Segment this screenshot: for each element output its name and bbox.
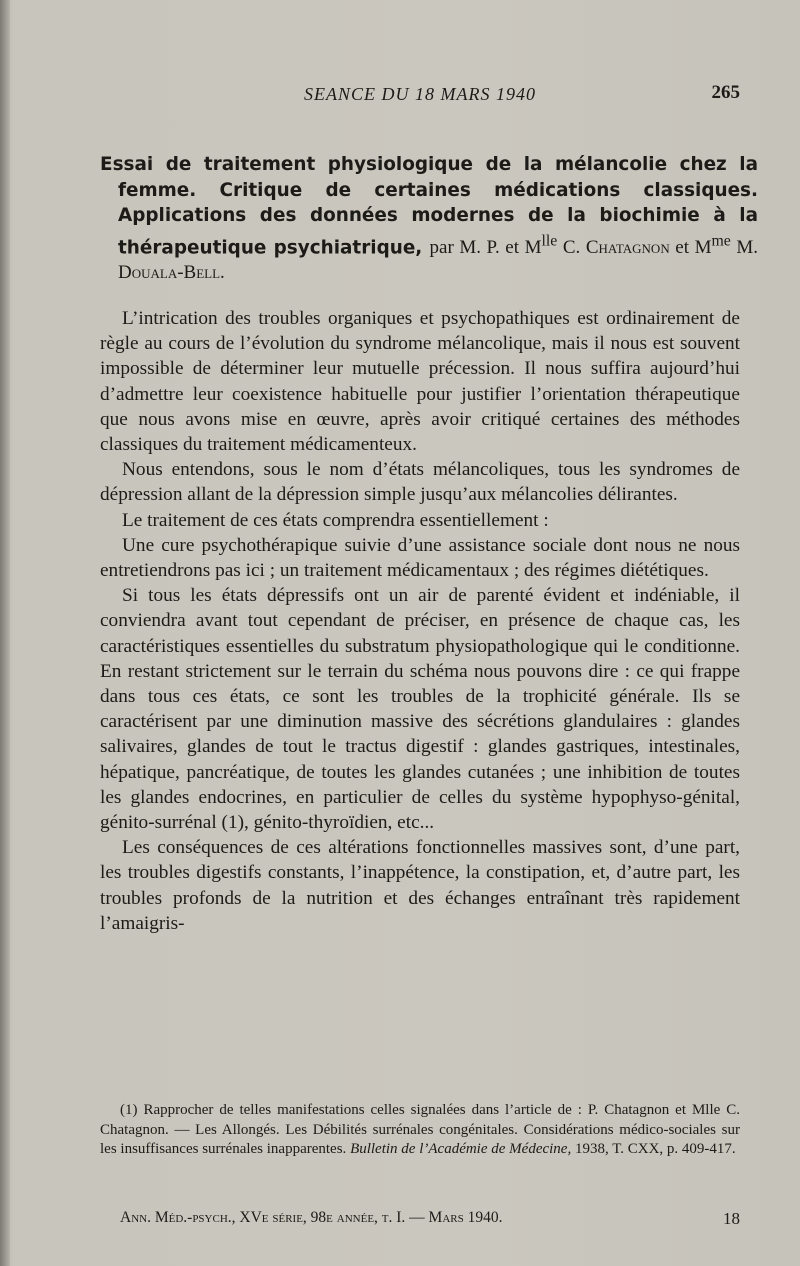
footer-journal: Ann. Méd.-psych., XVe série, 98e année, t. I. — Mars 1940. xyxy=(120,1209,503,1226)
article-title xyxy=(100,152,758,286)
footnote-ref: 1938, T. CXX, p. 409-417. xyxy=(574,1141,736,1157)
byline-mlle-sup: lle xyxy=(541,232,558,250)
footnote-text xyxy=(100,1101,740,1160)
paragraph: Nous entendons, sous le nom d’états mélancoliques, tous les syndromes de dépression allant de la dépression simple jusqu’aux mélancolies délirantes. xyxy=(100,459,740,506)
page-footer xyxy=(120,1209,740,1227)
footer-signature: 18 xyxy=(723,1209,740,1228)
running-head xyxy=(100,80,740,110)
author-chatagnon: C. Chatagnon xyxy=(562,236,670,258)
byline-mme: M xyxy=(694,236,712,258)
footnote-body: (1) Rapprocher de telles manifestations celles signalées dans l’article de : P. Chatagnon et Mlle C. Chatagnon. — Les Allongés. Les Débilités surrénales congénitales. Considérations médico-sociales sur les insuffisances surrénales inapparentes. xyxy=(100,1102,740,1157)
footnote-journal: Bulletin de l’Académie de Médecine, xyxy=(350,1141,572,1157)
paragraph: Une cure psychothérapique suivie d’une assistance sociale dont nous ne nous entretiendrons pas ici ; un traitement médicamentaux ; des régimes diététiques. xyxy=(100,534,740,582)
byline-mme-sup: me xyxy=(711,232,731,250)
paragraph: Le traitement de ces états comprendra essentiellement : xyxy=(122,509,549,531)
paragraph: L’intrication des troubles organiques et psychopathiques est ordinairement de règle au cours de l’évolution du syndrome mélancolique, mais il nous est souvent impossible de déterminer leur mutuelle précession. Il nous suffira aujourd’hui d’admettre leur coexistence habituelle pour justifier l’orientation thérapeutique que nous avons mise en œuvre, après avoir critiqué certaines des méthodes classiques du traitement médicamenteux. xyxy=(100,308,740,456)
article-body xyxy=(100,306,740,936)
byline-and: et xyxy=(675,236,689,258)
page-number: 265 xyxy=(711,82,740,103)
paragraph: Si tous les états dépressifs ont un air de parenté évident et indéniable, il conviendra avant tout cependant de préciser, en présence de chaque cas, les caractéristiques essentielles du substratum physiopathologique qui le conditionne. En restant strictement sur le terrain du schéma nous pouvons dire : ce qui frappe dans tous ces états, ce sont les troubles de la trophicité générale. Ils se caractérisent par une diminution massive des sécrétions glandulaires : glandes salivaires, glandes de tout le tractus digestif : glandes gastriques, intestinales, hépatique, pancréatique, de toutes les glandes cutanées ; une inhibition de toutes les glandes endocrines, en particulier de celles du système hypophyso-génital, génito-surrénal (1), génito-thyroïdien, etc... xyxy=(100,585,740,834)
running-head-title: SEANCE DU 18 MARS 1940 xyxy=(304,84,536,104)
article-title-text: Essai de traitement physiologique de la mélancolie chez la femme. Critique de certaines médications classiques. Applications des données modernes de la biochimie à la thérapeutique psychiatrique, xyxy=(100,154,758,258)
book-spine-shadow xyxy=(0,0,10,1266)
paragraph: Les conséquences de ces altérations fonctionnelles massives sont, d’une part, les troubles digestifs constants, l’inappétence, la constipation, et, d’autre part, les troubles profonds de la nutrition et des échanges entraînant très rapidement l’amaigris- xyxy=(100,837,740,934)
footnote xyxy=(100,1101,740,1160)
byline-prefix: par M. P. et M xyxy=(429,236,542,258)
author-douala-bell: M. Douala-Bell. xyxy=(118,236,759,284)
